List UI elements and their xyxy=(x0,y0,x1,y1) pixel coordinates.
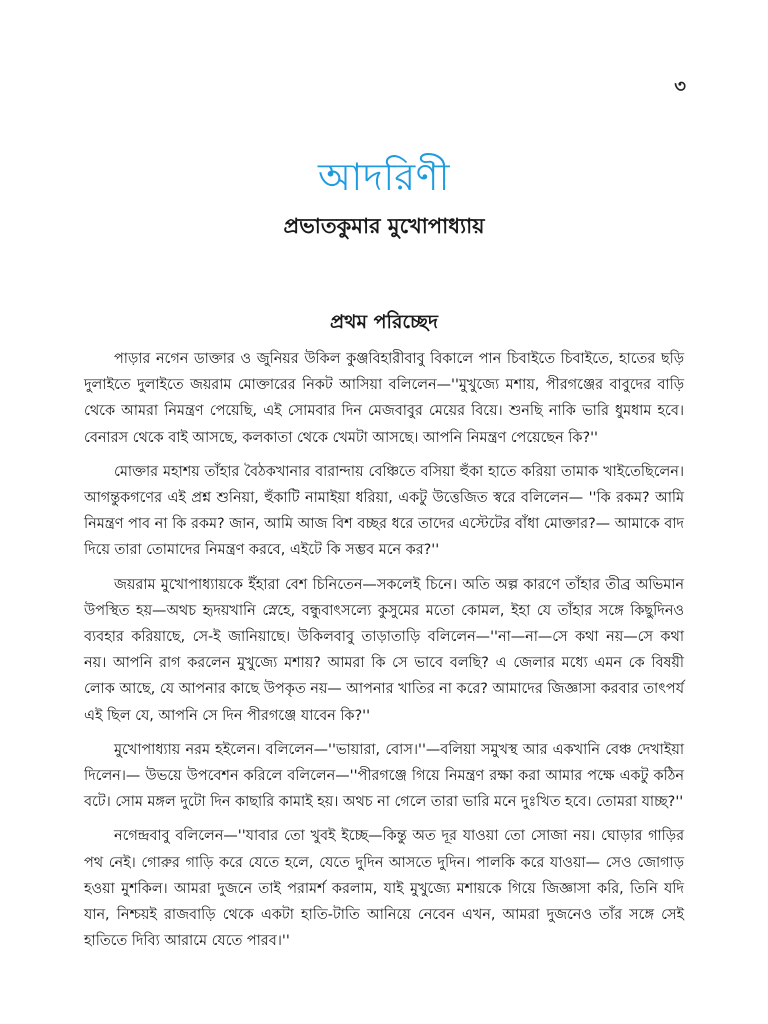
paragraph: জয়রাম মুখোপাধ্যায়কে ইঁহারা বেশ চিনিতেন—সকলেই চিনে। অতি অল্প কারণে তাঁহার তীব্র অভিমান উপস্থিত হয়—অথচ হৃদয়খানি স্নেহে, বন্ধুবাৎসল্যে কুসুমের মতো কোমল, ইহা যে তাঁহার সঙ্গে কিছুদিনও ব্যবহার করিয়াছে, সে-ই জানিয়াছে। উকিলবাবু তাড়াতাড়ি বলিলেন—''না—না—সে কথা নয়—সে কথা নয়। আপনি রাগ করলেন মুখুজ্যে মশায়? আমরা কি সে ভাবে বলছি? এ জেলার মধ্যে এমন কে বিষয়ী লোক আছে, যে আপনার কাছে উপকৃত নয়— আপনার খাতির না করে? আমাদের জিজ্ঞাসা করবার তাৎপর্য এই ছিল যে, আপনি সে দিন পীরগঞ্জে যাবেন কি?'' xyxy=(84,576,684,724)
paragraph: পাড়ার নগেন ডাক্তার ও জুনিয়র উকিল কুঞ্জবিহারীবাবু বিকালে পান চিবাইতে চিবাইতে, হাতের ছড়ি দুলাইতে দুলাইতে জয়রাম মোক্তারের নিকট আসিয়া বলিলেন—''মুখুজ্যে মশায়, পীরগঞ্জের বাবুদের বাড়ি থেকে আমরা নিমন্ত্রণ পেয়েছি, এই সোমবার দিন মেজবাবুর মেয়ের বিয়ে। শুনছি নাকি ভারি ধুমধাম হবে। বেনারস থেকে বাই আসছে, কলকাতা থেকে খেমটা আসছে। আপনি নিমন্ত্রণ পেয়েছেন কি?'' xyxy=(84,351,684,446)
body-text xyxy=(84,346,684,962)
page-number: ৩ xyxy=(674,76,686,97)
paragraph: নগেন্দ্রবাবু বলিলেন—''যাবার তো খুবই ইচ্ছে—কিন্তু অত দূর যাওয়া তো সোজা নয়। ঘোড়ার গাড়ির পথ নেই। গোরুর গাড়ি করে যেতে হলে, যেতে দুদিন আসতে দুদিন। পালকি করে যাওয়া— সেও জোগাড় হওয়া মুশকিল। আমরা দুজনে তাই পরামর্শ করলাম, যাই মুখুজ্যে মশায়কে গিয়ে জিজ্ঞাসা করি, তিনি যদি যান, নিশ্চয়ই রাজবাড়ি থেকে একটা হাতি-টাতি আনিয়ে নেবেন এখন, আমরা দুজনেও তাঁর সঙ্গে সেই হাতিতে দিব্যি আরামে যেতে পারব।'' xyxy=(84,828,684,950)
author-name: প্রভাতকুমার মুখোপাধ্যায় xyxy=(283,214,485,238)
paragraph: মুখোপাধ্যায় নরম হইলেন। বলিলেন—''ভায়ারা, বোস।''—বলিয়া সমুখস্থ আর একখানি বেঞ্চ দেখাইয়া দিলেন।— উভয়ে উপবেশন করিলে বলিলেন—''পীরগঞ্জে গিয়ে নিমন্ত্রণ রক্ষা করা আমার পক্ষে একটু কঠিন বটে। সোম মঙ্গল দুটো দিন কাছারি কামাই হয়। অথচ না গেলে তারা ভারি মনে দুঃখিত হবে। তোমরা যাচ্ছ?'' xyxy=(84,741,684,811)
story-title: আদরিণী xyxy=(318,155,450,199)
paragraph: মোক্তার মহাশয় তাঁহার বৈঠকখানার বারান্দায় বেঞ্চিতে বসিয়া হুঁকা হাতে করিয়া তামাক খাইতেছিলেন। আগন্তুকগণের এই প্রশ্ন শুনিয়া, হুঁকাটি নামাইয়া ধরিয়া, একটু উত্তেজিত স্বরে বলিলেন— ''কি রকম? আমি নিমন্ত্রণ পাব না কি রকম? জান, আমি আজ বিশ বচ্ছর ধরে তাদের এস্টেটের বাঁধা মোক্তার?— আমাকে বাদ দিয়ে তারা তোমাদের নিমন্ত্রণ করবে, এইটে কি সম্ভব মনে কর?'' xyxy=(84,463,684,559)
chapter-heading: প্রথম পরিচ্ছেদ xyxy=(329,311,439,333)
